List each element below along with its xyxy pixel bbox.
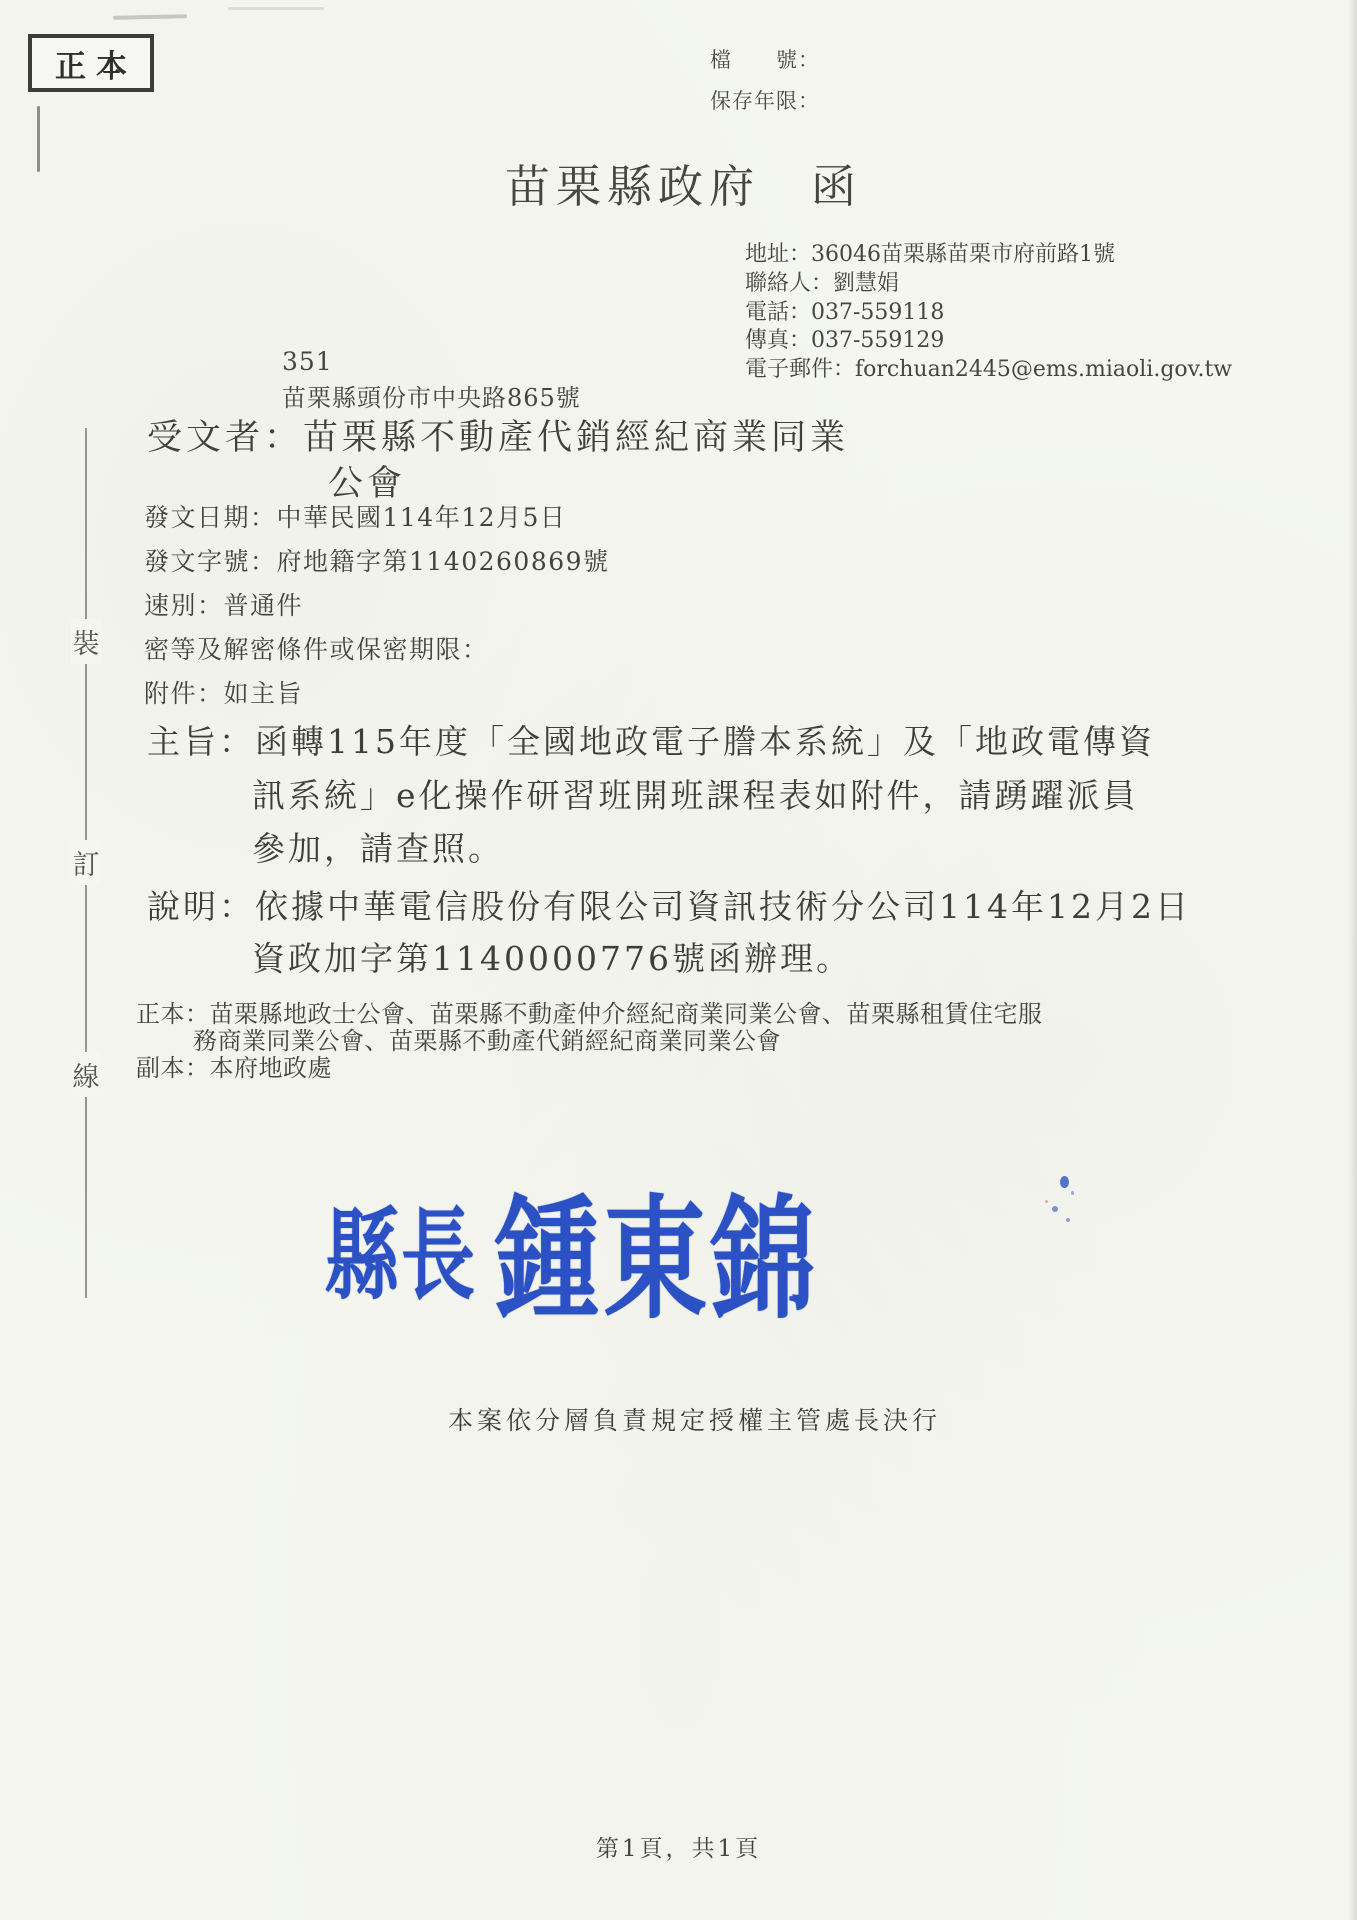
magistrate-signature-stamp bbox=[325, 1168, 820, 1338]
subject-line-2: 訊系統」e化操作研習班開班課程表如附件，請踴躍派員 bbox=[252, 776, 1139, 815]
sender-info-block bbox=[745, 241, 1232, 385]
ink-speckle bbox=[1066, 1218, 1070, 1222]
ink-speckle bbox=[1045, 1200, 1048, 1203]
file-number-label: 檔 號： bbox=[710, 48, 820, 72]
binding-mark-xian: 線 bbox=[71, 1052, 101, 1097]
recipient-line-2: 公會 bbox=[328, 464, 407, 504]
sender-phone: 電話：037-559118 bbox=[745, 299, 945, 325]
explanation-line-1: 說明：依據中華電信股份有限公司資訊技術分公司114年12月2日 bbox=[147, 887, 1191, 926]
delegation-note: 本案依分層負責規定授權主管處長決行 bbox=[448, 1406, 942, 1435]
retention-period-label: 保存年限： bbox=[710, 89, 820, 113]
recipient-zip: 351 bbox=[282, 347, 333, 376]
subject-line-3: 參加，請查照。 bbox=[252, 829, 504, 868]
sender-fax: 傳真：037-559129 bbox=[745, 328, 945, 354]
binding-mark-ding: 訂 bbox=[71, 840, 101, 885]
copy-type-stamp-box bbox=[28, 34, 154, 92]
distribution-original-line-1: 正本：苗栗縣地政士公會、苗栗縣不動產仲介經紀商業同業公會、苗栗縣租賃住宅服 bbox=[136, 1000, 1043, 1028]
speed-class: 速別：普通件 bbox=[144, 591, 304, 620]
ink-speckle bbox=[1071, 1191, 1074, 1195]
sender-email: 電子郵件：forchuan2445@ems.miaoli.gov.tw bbox=[745, 357, 1233, 383]
document-meta-block bbox=[144, 496, 610, 716]
magistrate-title-stamp: 縣長 bbox=[325, 1198, 477, 1315]
attachment-note: 附件：如主旨 bbox=[144, 679, 304, 708]
ink-speckle bbox=[1052, 1206, 1058, 1212]
scan-edge-shadow bbox=[1348, 0, 1357, 1920]
binding-mark-zhuang: 裝 bbox=[71, 619, 101, 664]
distribution-copy-line: 副本：本府地政處 bbox=[136, 1054, 332, 1082]
scan-artifact-dash bbox=[228, 7, 324, 10]
distribution-original-line-2: 務商業同業公會、苗栗縣不動產代銷經紀商業同業公會 bbox=[193, 1027, 781, 1055]
page-footer: 第1頁，共1頁 bbox=[595, 1836, 762, 1862]
scan-mark-tick bbox=[37, 106, 40, 172]
scan-artifact-dash bbox=[113, 14, 187, 20]
file-number-block bbox=[710, 40, 820, 122]
ink-speckle bbox=[1060, 1176, 1069, 1188]
issue-date: 發文日期：中華民國114年12月5日 bbox=[144, 503, 567, 532]
sender-contact-person: 聯絡人：劉慧娟 bbox=[745, 270, 900, 296]
security-class: 密等及解密條件或保密期限： bbox=[144, 635, 489, 664]
recipient-line-1: 受文者：苗栗縣不動產代銷經紀商業同業 bbox=[147, 418, 850, 458]
explanation-line-2: 資政加字第1140000776號函辦理。 bbox=[252, 939, 852, 978]
copy-type-stamp-label: 正本 bbox=[55, 48, 137, 85]
subject-line-1: 主旨：函轉115年度「全國地政電子謄本系統」及「地政電傳資 bbox=[147, 722, 1155, 761]
recipient-street-address: 苗栗縣頭份市中央路865號 bbox=[282, 384, 581, 412]
sender-address: 地址：36046苗栗縣苗栗市府前路1號 bbox=[745, 242, 1115, 267]
document-title: 苗栗縣政府 函 bbox=[505, 160, 863, 213]
magistrate-name-stamp: 鍾東錦 bbox=[495, 1180, 820, 1338]
document-number: 發文字號：府地籍字第1140260869號 bbox=[144, 547, 610, 576]
